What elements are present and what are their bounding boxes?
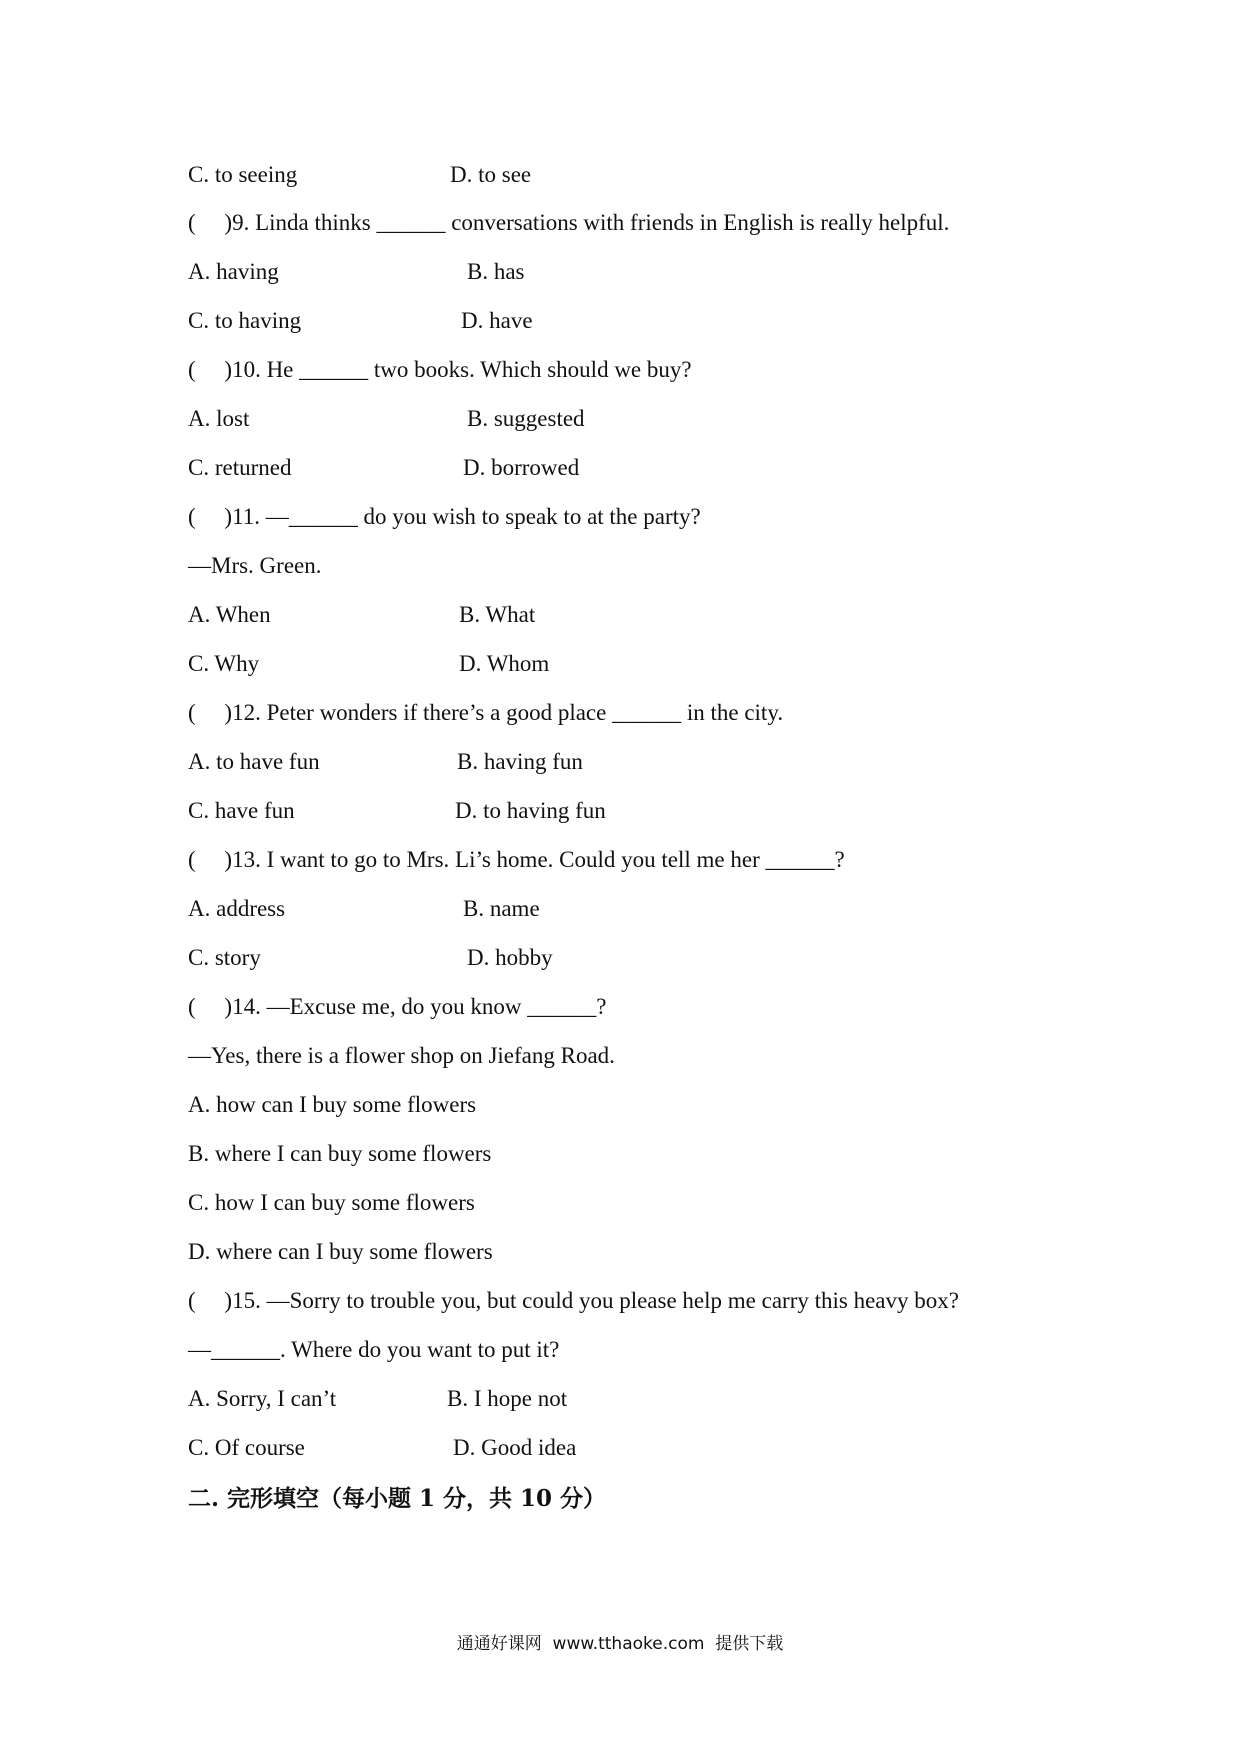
q9-option-a: A. having xyxy=(188,259,279,284)
q11-option-a: A. When xyxy=(188,602,271,627)
q10-option-a: A. lost xyxy=(188,406,250,431)
page-footer: 通通好课网 www.tthaoke.com 提供下载 xyxy=(456,1634,784,1654)
q15-option-b: B. I hope not xyxy=(447,1386,568,1411)
q8-option-c: C. to seeing xyxy=(188,162,298,187)
q12-option-c: C. have fun xyxy=(188,798,295,823)
q13-option-d: D. hobby xyxy=(467,945,553,970)
q11-option-c: C. Why xyxy=(188,651,260,676)
q12-option-a: A. to have fun xyxy=(188,749,320,774)
question-11-stem: ( )11. —______ do you wish to speak to at the party? xyxy=(188,504,701,529)
q15-option-c: C. Of course xyxy=(188,1435,305,1460)
q14-option-d: D. where can I buy some flowers xyxy=(188,1239,493,1264)
question-14-stem: ( )14. —Excuse me, do you know ______? xyxy=(188,994,607,1019)
q14-option-c: C. how I can buy some flowers xyxy=(188,1190,475,1215)
q9-option-c: C. to having xyxy=(188,308,302,333)
section-heading: 二. 完形填空（每小题 1 分，共 10 分） xyxy=(188,1485,607,1512)
question-13-stem: ( )13. I want to go to Mrs. Li’s home. Could you tell me her ______? xyxy=(188,847,845,872)
q10-option-b: B. suggested xyxy=(467,406,585,431)
question-14-reply: —Yes, there is a flower shop on Jiefang Road. xyxy=(188,1043,615,1068)
q13-option-c: C. story xyxy=(188,945,261,970)
q14-option-b: B. where I can buy some flowers xyxy=(188,1141,492,1166)
q9-option-d: D. have xyxy=(461,308,533,333)
question-15-reply: —______. Where do you want to put it? xyxy=(188,1337,560,1362)
q8-option-d: D. to see xyxy=(450,162,532,187)
q10-option-d: D. borrowed xyxy=(463,455,580,480)
q12-option-d: D. to having fun xyxy=(455,798,606,823)
q12-option-b: B. having fun xyxy=(457,749,583,774)
question-15-stem: ( )15. —Sorry to trouble you, but could you please help me carry this heavy box? xyxy=(188,1288,959,1313)
q13-option-a: A. address xyxy=(188,896,286,921)
q11-option-d: D. Whom xyxy=(459,651,550,676)
question-12-stem: ( )12. Peter wonders if there’s a good place ______ in the city. xyxy=(188,700,784,725)
q11-option-b: B. What xyxy=(459,602,536,627)
q15-option-d: D. Good idea xyxy=(453,1435,577,1460)
q10-option-c: C. returned xyxy=(188,455,292,480)
q13-option-b: B. name xyxy=(463,896,540,921)
q15-option-a: A. Sorry, I can’t xyxy=(188,1386,337,1411)
question-9-stem: ( )9. Linda thinks ______ conversations with friends in English is really helpful. xyxy=(188,210,950,235)
question-11-reply: —Mrs. Green. xyxy=(188,553,322,578)
q14-option-a: A. how can I buy some flowers xyxy=(188,1092,477,1117)
question-10-stem: ( )10. He ______ two books. Which should we buy? xyxy=(188,357,692,382)
q9-option-b: B. has xyxy=(467,259,525,284)
